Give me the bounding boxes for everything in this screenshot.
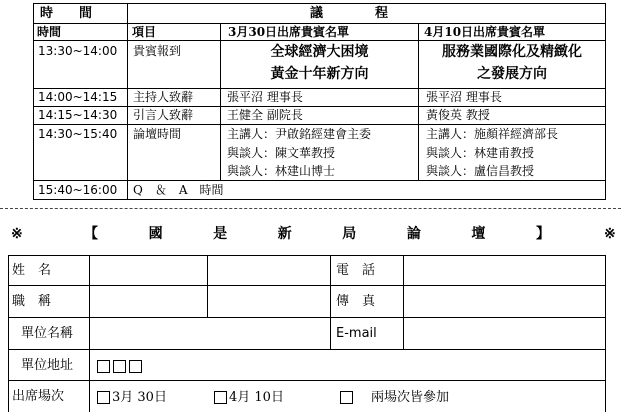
title-char-6: 壇 <box>471 226 486 242</box>
subheader-apr10: 4月10日出席貴賓名單 <box>424 25 546 39</box>
title-char-3: 新 <box>277 226 292 242</box>
title-char-4: 局 <box>342 226 357 242</box>
mar30-option-label: 3月 30日 <box>112 390 167 405</box>
row1-time: 13:30~14:00 <box>38 44 118 58</box>
subheader-time: 時間 <box>37 25 62 39</box>
phone-field[interactable] <box>404 256 605 285</box>
row4-apr10-line1: 主講人：施顏祥經濟部長 <box>426 127 559 141</box>
title-char-2: 是 <box>213 226 228 242</box>
row2-mar30: 張平沼 理事長 <box>227 90 303 104</box>
name-label: 姓 名 <box>12 263 52 278</box>
fax-field[interactable] <box>404 286 605 317</box>
name-field[interactable] <box>90 256 207 285</box>
subheader-mar30: 3月30日出席貴賓名單 <box>228 25 350 39</box>
header-agenda: 議 程 <box>310 6 389 21</box>
both-option-label: 兩場次皆參加 <box>371 390 450 405</box>
row5-time: 15:40~16:00 <box>38 183 118 197</box>
row2-apr10: 張平沼 理事長 <box>426 90 502 104</box>
both-checkbox[interactable] <box>340 391 353 404</box>
row1-mar30-line1: 全球經濟大困境 <box>270 44 369 60</box>
title-char-5: 論 <box>406 226 421 242</box>
fax-label: 傳 真 <box>336 294 376 309</box>
title-mark-left: ※ <box>11 226 23 242</box>
phone-label: 電 話 <box>336 263 376 278</box>
postal-code-box-3[interactable] <box>129 360 142 373</box>
title-char-1: 國 <box>148 226 163 242</box>
form-title <box>84 227 550 241</box>
title-label: 職 稱 <box>12 294 52 309</box>
title-mark-right: ※ <box>604 226 616 242</box>
postal-code-box-2[interactable] <box>113 360 126 373</box>
org-label: 單位名稱 <box>21 326 74 341</box>
row5-item: Q ＆ A 時間 <box>133 183 224 197</box>
title-field-2[interactable] <box>208 286 330 317</box>
row1-apr10-line1: 服務業國際化及精緻化 <box>442 44 582 60</box>
row3-time: 14:15~14:30 <box>38 108 118 122</box>
row2-time: 14:00~14:15 <box>38 90 118 104</box>
title-char-0: 【 <box>84 226 98 242</box>
row2-item: 主持人致辭 <box>133 90 194 104</box>
header-time: 時 間 <box>40 6 93 21</box>
schedule-table <box>0 0 621 202</box>
address-field[interactable] <box>150 350 605 380</box>
title-field[interactable] <box>90 286 207 317</box>
subheader-item: 項目 <box>132 25 157 39</box>
row4-time: 14:30~15:40 <box>38 127 118 141</box>
email-field[interactable] <box>404 318 605 349</box>
row1-apr10-line2: 之發展方向 <box>477 66 547 82</box>
apr10-checkbox[interactable] <box>214 391 227 404</box>
sessions-label: 出席場次 <box>12 389 65 404</box>
row3-item: 引言人致辭 <box>133 108 194 122</box>
row4-mar30-line1: 主講人：尹啟銘經建會主委 <box>227 127 372 141</box>
row3-apr10: 黃俊英 教授 <box>426 108 490 122</box>
title-char-7: 】 <box>535 226 550 242</box>
row1-item: 貴賓報到 <box>133 44 182 58</box>
apr10-option-label: 4月 10日 <box>229 390 284 405</box>
row3-mar30: 王健全 副院長 <box>227 108 303 122</box>
address-label: 單位地址 <box>21 358 74 373</box>
row4-item: 論壇時間 <box>133 127 182 141</box>
registration-form <box>0 250 621 412</box>
row4-apr10-line3: 與談人：盧信昌教授 <box>426 164 535 178</box>
email-label: E-mail <box>336 326 377 341</box>
org-field[interactable] <box>90 318 330 349</box>
name-field-2[interactable] <box>208 256 330 285</box>
row4-apr10-line2: 與談人：林建甫教授 <box>426 146 535 160</box>
postal-code-box-1[interactable] <box>97 360 110 373</box>
cut-line <box>0 208 621 209</box>
row4-mar30-line2: 與談人：陳文華教授 <box>227 146 336 160</box>
row4-mar30-line3: 與談人：林建山博士 <box>227 164 336 178</box>
mar30-checkbox[interactable] <box>97 391 110 404</box>
row1-mar30-line2: 黃金十年新方向 <box>270 66 369 82</box>
